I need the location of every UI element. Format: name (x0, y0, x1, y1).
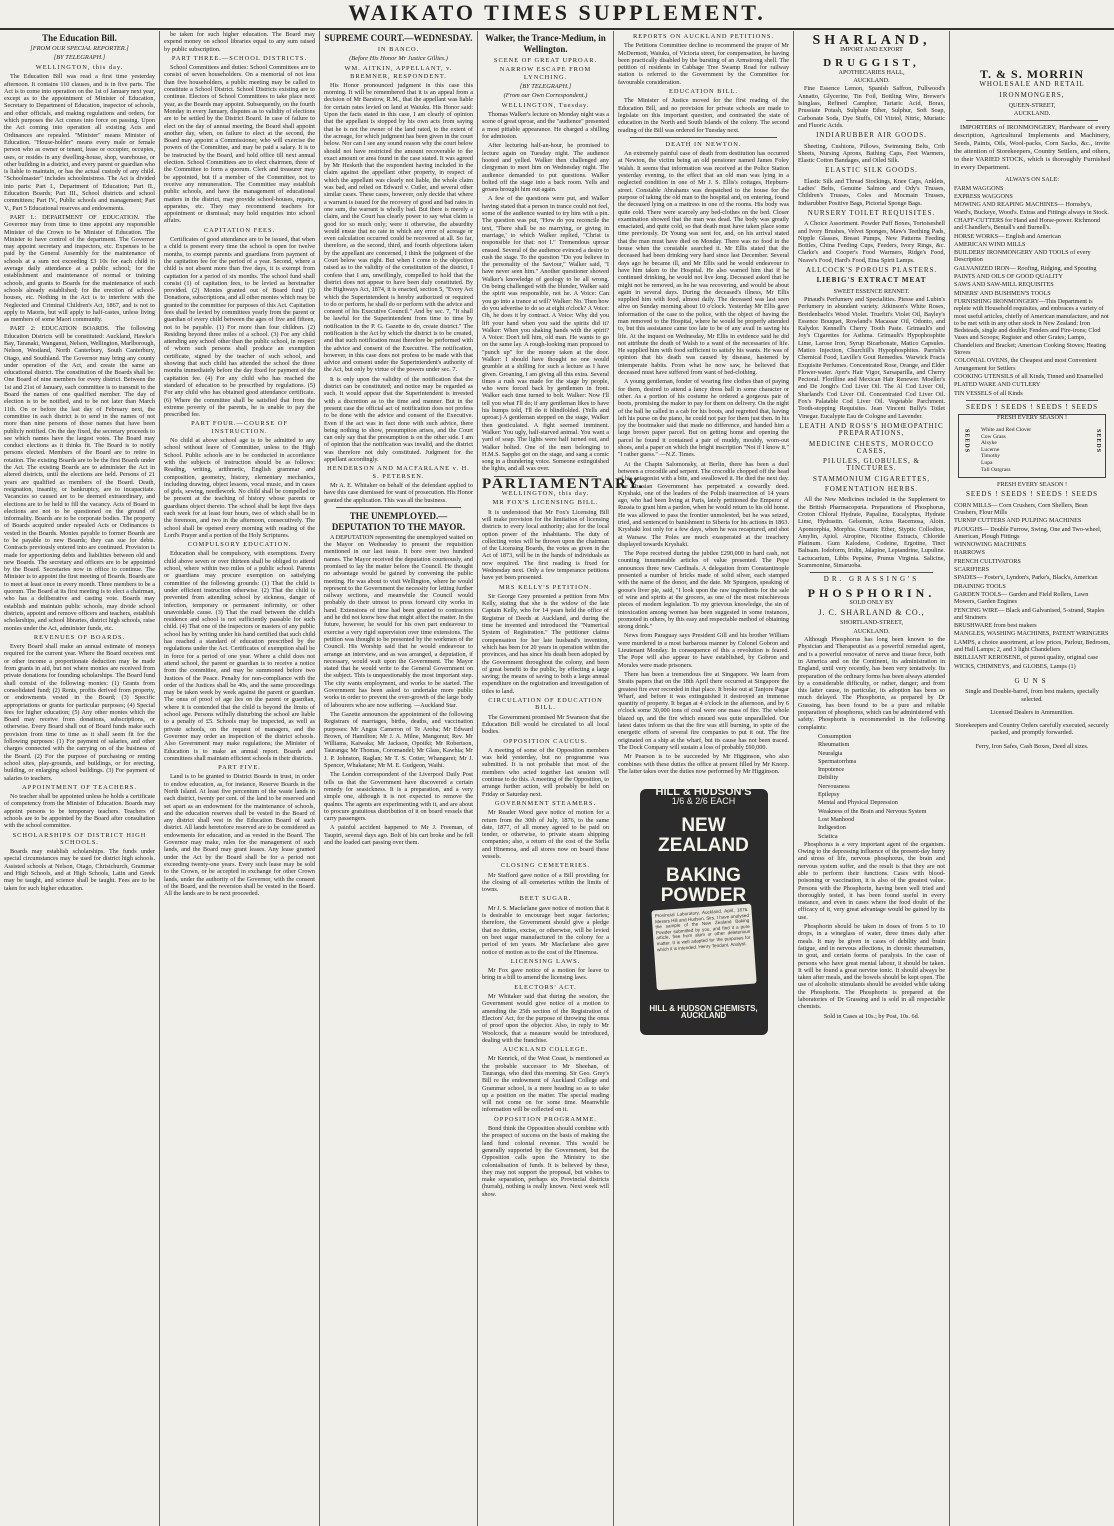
seeds-fresh-label: FRESH EVERY SEASON ! (996, 481, 1068, 489)
article-paragraph: No child at above school age is to be admitted to any school without leave of Committee, unless to the High School. Public schools are to be conducted in accordance with the subjects of instruction should be as follows: Reading, writing, arithmetic, English grammar and composition, geometry, history, elementary mechanics, including drawing, object lessons, vocal music, and in cases of girls, sewing, needlework. No child shall be compelled to be present at the teaching of history whose parents or guardians object thereto. The school shall be kept five days each week for at least four hours, two of which shall be in the forenoon, and two in the afternoon, consecutively. The school shall be opened every morning with reading of the Lord's Prayer and a portion of the Holy Scriptures. (164, 437, 315, 539)
ad-text: All the New Medicines included in the Supplement to the British Pharmacopœia. Preparations of Phosphorus, Croton Chloral Hydrate, Papaline, Eucalyptus, Hydrate Lime, Hydrastin. Gelsemin, Actea Racemosa, Aloin. Apomorphia, Morphia. Oxamic Ether, Styptic Collodion, Amylin, Apiol. Atropine, Nicotine Extracts, Chloride Platinum. Gum Kalodene, Codeine, Ergotine, Tinct Baltsam. Iodoform, Iridin, Jalapine, Leptandrine, Lupuline. Lactucarium, Libbs Pepsine, Prunus Virginia. Salicine, Scammonine, Simaruoba. (798, 496, 945, 569)
list-item: HARROWS (954, 549, 985, 557)
subheading: BEET SUGAR. (519, 895, 572, 903)
druggist-title: DRUGGIST, (823, 56, 920, 69)
ad-heading: PILULES, GLOBULES, & TINCTURES. (823, 457, 920, 473)
list-item: Lucerne (981, 446, 1000, 453)
subheading: PART THREE.—SCHOOL DISTRICTS. (171, 54, 308, 62)
article-paragraph: The Education Bill was read a first time yesterday afternoon. It contains 110 clauses, and is in five parts. The Act is to come into operation on the 1st of January next year, except as to the appointment of Minister of Education, Secretary to Department of Education, inspector of schools, and other officials, and making regulations and orders, for which purposes the Act comes into force on passing. Upon the Act coming into operation all existing Acts and Ordinances are repealed. "Minister" means Minister of Education. "House-holder" means every male or female person who as owner or tenant, lease or occupier, occupies, uses, or resides in any dwelling-house, shop, warehouse, or other building in a district, and every parent or guardian who is liable to maintain, or has the actual custody of any child. "Schoolmaster" includes schoolmistress. The Act is divided into parts: Part I., Department of Education; Part II., Education Boards; Part III., School districts and school committees; Part IV., Public schools and management; Part V., Part 5 Educational reserves and endowments. (4, 73, 155, 212)
list-item: DRAINING TOOLS (954, 582, 1006, 590)
ad-brand: HILL & HUDSON'S (655, 786, 752, 799)
subheading: (Before His Honor Mr Justice Gillies.) (349, 55, 448, 63)
case-caption: WM. AITKIN, APPELLANT, v. BREMNER, RESPONDENT. (344, 65, 453, 80)
ad-subline: Ferry, Iron Safes, Cash Boxes, Deed all sizes. (975, 742, 1089, 750)
article-paragraph: Certificates of good attendance are to be issued, that when a child is present every time the school is open for twelve months, to exempt parents and guardians from payment of the capitation fee for the period of a year. Second, where a child is not absent more than five days, it is exempt from capitation for a period of six months. The school fund shall consist (1) of capitation fees, to be levied as hereinafter provided. (2) Monies granted out of Board fund (3) Donations, subscriptions, and all other monies which may be granted to the committee for purposes of this Act. Capitation fees shall be levied by committees yearly from the parent or guardian of every child between the ages of five and fifteen, not to be payable. (1) For more than four children. (2) Residing beyond three miles of a school. (3) For any child attending any school other than the public school, in respect of whom such persons shall produce an exemption certificate, signed by the teacher of such school, and showing that such child has attended the school the three months immediately before the day fixed for payment of the capitation fee. (4) For any child who has reached the standard of education to be prescribed by regulations. (5) For any child who has obtained good attendance certificate. (6) Where the committee shall be satisfied that from the extreme poverty of the parents, he is unable to pay the prescribed fee. (164, 236, 315, 419)
article-paragraph: PART I.: DEPARTMENT OF EDUCATION. The Governor may from time to time appoint any responsible Minister of the Crown to be Minister of Education. The Minister to have control of the department. The Governor may appoint secretary and inspectors, etc. Expenses to be paid by the General Assembly for the maintenance of schools at a sum not exceeding £3 10s for each child in average daily attendance at a public school; for the establishment and maintenance of normal or training schools, and grants to Boards for the maintenance of such schools already established; for the erection of school-houses, etc. Nothing in the Act is to interfere with the Neglected and Criminal Children's Act, 1867, and is not to apply to Maoris, but will apply to half-castes, unless living as members of some Maori community. (4, 213, 155, 324)
column-7 (950, 31, 1114, 1526)
list-item: Cow Grass (981, 433, 1006, 440)
ad-heading: NURSERY TOILET REQUISITES. (807, 208, 936, 217)
ad-subline: SOLD ONLY BY (849, 598, 894, 606)
list-item: GALVANIZED IRON— Roofing, Ridging, and Spouting (954, 264, 1097, 272)
ad-subline: SWEET ESSENCE RENNET. (833, 287, 910, 295)
list-item: EXPRESS WAGGONS (954, 193, 1013, 201)
column-3 (320, 31, 478, 1526)
article-paragraph: The London correspondent of the Liverpool Daily Post tells us that the Government have discovered a certain remedy for seasickness. It is a preparation, and a very simple one, although it is not expected to remove the qualms. The agents are experimenting with it, and are about to procure gratuitous distribution of it on board vessels that carry passengers. (324, 771, 473, 823)
list-item: CORN MILLS— Corn Crushers, Corn Shellers, Bean Crushers, Flour Mills (954, 501, 1088, 516)
list-item: Epilepsy (818, 791, 840, 799)
list-item: WINNOWING MACHINES (954, 541, 1027, 549)
list-item: Mental and Physical Depression (818, 799, 898, 807)
ad-heading: LIEBIG'S EXTRACT MEAT (816, 276, 927, 285)
divider (336, 507, 461, 508)
subheading: IN BANCO. (377, 46, 420, 53)
complaint-list (798, 733, 945, 840)
article-paragraph: Boards may establish scholarships. The funds under special circumstances may be used for district high schools. Assisted schools at Nelson, Otago, Christchurch, Grammar and High Schools, and at High Schools, Latin and Greek may be taught, and science shall be taught. Fees are to be taken for such higher education. (4, 848, 155, 892)
article-paragraph: Bond think the Opposition should combine with the prospect of success on the basis of making the land fund colonial revenue. This would be generally supported by the Government, but the Opposition calls upon the Ministry to the colonialisation of funds. It is believed by these, they may not support the proposal, but wishes to make separation, perhaps six Provincial districts (hurrah), nothing is really known. Next week will show. (482, 1125, 609, 1198)
subheading: REVENUES OF BOARDS. (33, 633, 126, 641)
subheading: OPPOSITION CAUCUS. (503, 737, 588, 745)
ad-heading: WHOLESALE AND RETAIL (979, 80, 1085, 89)
article-paragraph: PART 2: EDUCATION BOARDS. The following Education Districts will be constituted: Auckland, Hawke's Bay, Taranaki, Wanganui, Nelson, Wellington, Marlborough, Nelson, Westland, North Canterbury, South Canterbury, Otago, and Southland. The Governor may bring any county under operation of the Act, and create the same an educational district. The constitution of the Boards shall be: One Board of nine members for every district. Between the 1st and 21st of January, each committee is to transmit to the Board the names of one qualified member. The day of election is to be notified, and to be not later than March 11th. On or before the last day of February next, the committee in each district is to send in the names of not more than nine persons of those names that have been publicly notified. On the day fixed, the secretary proceeds to see which names have the largest votes. The Board may conduct elections as it thinks fit. The Board is to notify persons elected. Members of the Board are to retire in rotation. The existing Boards are to be the first Boards under the Act. The existing Boards are to administer the Act in altered districts, until the elections are held. Persons of 21 years are qualified as members of the Board. Death, resignation, insanity, or bankruptcy, are to incapacitate. Vacancies so caused are to be deemed extraordinary, and elections are to be held to fill the vacancy. Acts of Board in elections are not to be questioned on the ground of informality. Boards are to be corporate bodies. The property of Boards acquired under repealed Acts or Ordinances is vested in the Boards. Monies payable to former Boards are to be payable to new Boards; they can sue for debts. Contracts previously entered into are continued. Provision is made for apportioning debts and liabilities between old and new Boards. The secretary and officers are to be appointed by the Board. Secretaries now in office to continue. The Minister is to appoint the first meeting of Boards. Boards are to meet at least once in every month. Three members to be a quorum. The Board at its first meeting is to elect a chairman, who has a deliberative and casting vote. Boards may establish and maintain public schools, may divide school districts, appoint and remove officers and teachers, establish scholarships, and school libraries, district high schools, raise monies under the Act, administer funds, etc. (4, 325, 155, 632)
subheading: CLOSING CEMETERIES. (500, 862, 591, 870)
article-paragraph: A meeting of some of the Opposition members was held yesterday, but no programme was submitted. It is not probable that most of the members who acted together last session will continue to do this. A meeting of the Opposition, to arrange further action, will probably be held on Friday or Saturday next. (482, 746, 610, 798)
list-item: Sciatica (818, 832, 838, 840)
list-item: MANGLES, WASHING MACHINES, PATENT WRINGERS (954, 630, 1109, 638)
subheading: GOVERNMENT STEAMERS. (494, 799, 597, 807)
death-heading: DEATH IN NEWTON. (665, 140, 742, 148)
column-4 (478, 31, 645, 1526)
divider (966, 400, 1098, 401)
article-paragraph: An extremely painful case of death from destitution has occurred at Newton, the victim being an old pensioner named James Foley Walsh. It seems that information was received at the Police Station yesterday evening, to the effect that an old man was lying in a neglected condition in one of Mr J. S. Ellis's cottages, Hepburn-street. Constable Abrahams was despatched to the house for the purpose of taking the old man to the hospital and, on entering, found the deceased lying on a mattress in one of the rooms. His body was quite cold. There were scarcely any bed-clothes on the bed. Closer examination showed that the man was dead. The body was greatly emaciated, and quite cold, so that death must have taken place some time previously. Dr Young was sent for, and, on his arrival stated that the man must have died on Monday. There was no food in the house when the constable searched it. Mr Ellis stated that the deceased had been drinking very hard since last December. Several days ago he became ill, and Mr Ellis said he would endeavour to have him taken to the Hospital. He also warned him that if he continued drinking, he would not live long. Deceased asked that he might not be removed, as he he was recovering, and would be about again in several days. During the deceased's illness, Mr Ellis supplied him with food, almost daily. The deceased was last seen alive on Sunday morning about 10 o'clock. Yesterday Mr Ellis gave information of the case to the police, with the object of having the man removed to the Hospital, where he would be properly attended to, but this assistance came too late to be of any avail in saving his life. At the inquest on Wednesday, Mr Ellis in evidence said he did not attribute the death of Walsh to a want of the necessaries of life. He supplied him with food sufficient to satisfy his wants. He was of opinion that his death was caused by disease, hastened by intemperate habits. From what he now saw, he believed that deceased must have suffered from want of bed-clothing. (618, 150, 789, 377)
product-list (954, 502, 1110, 670)
list-item: WICKS, CHIMNEYS, and GLOBES, Lamps (1) (954, 662, 1076, 670)
ad-subline: AUCKLAND. (1013, 110, 1051, 118)
guns-heading: GUNS (1014, 676, 1050, 685)
petitions-heading: REPORTS ON AUCKLAND PETITIONS. (632, 33, 775, 40)
seeds-vertical-label: SEEDS (1095, 429, 1101, 454)
list-item: Indigestion (818, 824, 846, 832)
ad-subline: Licensed Dealers in Ammunition. (990, 708, 1074, 716)
list-item: Neuralgia (818, 749, 843, 757)
subheading: SCENE OF GREAT UPROAR. (493, 57, 598, 64)
article-paragraph: Land is to be granted to District Boards in trust, in order to endow education, as, for instance, Reserve Boards in the North Island. At least five percentum of the waste lands in each district, twenty per cent. of the land to be reserved and set apart as an endowment for the maintenance of schools, and the education reserves shall be vested in the Board of any district shall vest in the Education Board of such district. All lands heretofore reserved are to be considered as endowments for education, and as vested in the Board. The Governor may make, rules for the management of such lands, and the Board may grant leases. Any lease granted under the Act by the Board shall be for a period not exceeding twenty-one years. Every such lease may be sold to the Crown, or be accepted in exchange for other Crown lands, under the authority of the Governor, with the consent of the Board, and the reversion shall be vested in the Board. All the lands are to be next proceeded. (164, 773, 315, 898)
list-item: Lupa (981, 460, 993, 467)
list-item: Rheumatism (818, 741, 850, 749)
ad-subline: IMPORT AND EXPORT (840, 46, 903, 54)
ad-heading: STAMMONIUM CIGARETTES, (812, 474, 931, 483)
phosphorin-title: PHOSPHORIN. (807, 585, 936, 600)
telegraph-line: [BY TELEGRAPH.] (519, 82, 572, 90)
article-paragraph: Mr A. E. Whitaker on behalf of the defendant applied to have this case dismissed for want of prosecution. His Honor granted the application. This was all the business. (324, 481, 473, 504)
list-item: BRILLIANT KEROSENE, of purest quality, original case (954, 654, 1099, 662)
article-paragraph: Mr Whitaker said that during the session, the Government would give notice of a motion to amending the 25th section of the Registration of Electors' Act, for the purpose of throwing the onus of proof upon the objector. Also, in reply to Mr Woolcock, that a measure would be introduced, dealing with the franchise. (482, 993, 609, 1044)
seed-list (981, 427, 1083, 473)
ad-heading: ELASTIC SILK GOODS. (825, 166, 918, 175)
ad-text: Phosphorin should be taken in doses of from 5 to 10 drops, in a wineglass of water, three times daily after meals. It may be given in cases of debility and brain fatigue, and in nervous affections, in chronic rheumatism, in gout, and certain forms of paralysis. In the case of persons who have great mental labour, it should be taken. It will be found a great nervine tonic. It should always be taken after meals, and the bowels should be kept open. The use of alcoholic stimulants should be avoided while taking the Phosphorin. The Phosphorin is prepared at the laboratories of Dr Grassing and is sold in all respectable chemists. (798, 923, 945, 1011)
columns (0, 31, 1114, 1526)
article-paragraph: It is only upon the validity of the notification that the district can be constituted; and notice may be regarded as such. It would appear that the Superintendent is invested with a discretion as to the time and manner. But in the present case the official act of notification does not profess to be done with the advice and consent of the Executive. Even if the act was in fact done with such advice, there being nothing to show, presumption arises, and the Court can only say that the presumption is on the other side. I am of opinion that the notification was invalid, and the district was therefore not duly constituted. Judgment for the appellant accordingly. (324, 375, 473, 464)
list-item: SPADES— Foster's, Lyndon's, Parke's, Black's, American (954, 574, 1098, 582)
divider (810, 572, 933, 573)
parliamentary-heading: PARLIAMENTARY. (482, 475, 645, 492)
telegraph-line: [BY TELEGRAPH.] (53, 54, 106, 61)
column-5 (614, 31, 794, 1526)
ad-heading: INDIARUBBER AIR GOODS. (816, 131, 927, 140)
education-bill-heading: The Education Bill. (42, 33, 117, 43)
article-paragraph: The Gazette announces the appointment of the following Registrars of marriages, births, deaths, and vaccination purposes: Mr Angus Cameron of Te Aroha; Mr Edward Brown, of Hamilton; Mr J. A. Milne, Mangonui; Rev. Mr Williams, Kaiwaka; Mr Jackson, Opotiki; Mr Robertson, Tauranga; Mr Thomas, Coromandel; Mr Glass, Kawhia; Mr J. P. Johnston, Raglan; Mr T. S. Cotter, Whangarei; Mr J. Spencer, Whakatane; Mr M. E. Gudgeon, Waihi. (324, 710, 473, 770)
article-paragraph: His Honor pronounced judgment in this case this morning. It will be remembered that it is an appeal from a decision of Mr Barstow, R.M., that the appellant was liable for certain rates levied on land at Waiuku. His Honor said: Upon the facts stated in this case, I am clearly of opinion that the appellant is stopped by his own acts from saying that he is not the owner of the land rated, to the extent of the acreage, for which judgment has been given in the court below. Nor can I see any sound reason why the court below should not have restricted the amount recoverable to the exact amount or area found in the case stated. It was agreed by Mr Hesketh that the respondent having included in the claim against the appellant other property, in respect of which the appellant was clearly not liable, the whole claim was bad, and relied on Edward v. Cutler, and several other similar cases. These cases, however, only decide that where a warrant is issued for the recovery of good and bad rates in one sum, the warrant is wholly bad. But there is merely a claim, and the Court has clearly power to say what claim is good for so much only; were it otherwise, the absurdity would ensue that no rate in which any error of acreage or even calculation occurred could be recovered at all. So far, therefore, as the second, third, and fourth objections taken by the appellant are concerned, I think the judgment of the Court below was right. But when I come to the objection raised as to the validity of the constitution of the district, I confess that I am, unwillingly, compelled to hold that the district does not appear to have been duly constituted. By the Highways Act, 1874, it is enacted, section 5, "Every Act which the Superintendent is hereby authorized or required to do or perform, he shall do or perform with the advice and consent of his Executive Council." And by sec. 7, "It shall be lawful for the Superintendent from time to time by notification in the P. G. Gazette to do, create district." The notification is the Act by which the district is to be created, and that such notification must therefore be performed with the advice and consent of the Executive. The notification, however, in this case does not profess to be made with that advice and consent under the Superintendent's authority of the Act, but only by virtue of the powers under sec. 7. (324, 81, 473, 374)
seeds-heading: SEEDS ! SEEDS ! SEEDS ! SEEDS (965, 490, 1099, 499)
list-item: Tall Oatgrass (981, 466, 1011, 473)
list-item: BUILDERS' IRONMONGERY AND TOOLS of every Description (954, 249, 1091, 264)
list-item: Debility (818, 774, 839, 782)
ad-text: Pinaud's Perfumery and Specialities. Piesse and Lubin's Perfumery in abundant variety. Atkinson's White Roses, Breidenbach's Wood Violet. Truefitt's Violet Oil, Bayley's Essence Bouquet, Rowland's Macassar Oil, Odonto, and Kalydor. Kennell's Cherry Tooth Paste. Grimault's and Joy's Cigarettes for Asthma. Grimault's Hypophosphite Lime, Larose Iron, Syrup Bicarbonate, Matico Capsules. Matico Injection, Churchill's Hypophosphites. Parrish's Chemical Food, Laville's Gout Remedies. Warwick Fracis Exquisite Perfumes. Concentrated Rose, Orange, and Elder Flower-water. Ayer's Hair Vigor, Sarsaparilla, and Cherry Pectoral. Florilline and Mexican Hair Renewer. Moeller's and De Jongh's Cod Liver Oil. The Al Cod Liver Oil, Sharland's Cod Liver Oil. Concentrated Cod Liver Oil. Fox's Palatable Cod Liver Oil. Vegetable Parchment. Tooth-stopping Requisites. Jean Vincent Bully's Toilet Vinegar. Eucalypte Eau de Cologne and Lavender. (798, 295, 945, 420)
list-item: COOKING UTENSILS of all Kinds, Tinned and Enamelled (954, 372, 1103, 380)
article-paragraph: Mr Pearson is to be succeeded by Mr Higginson, who also combines with these duties the office at present filled by Mr Knorp. The latter takes over the duties now performed by Mr Higginson. (618, 753, 789, 775)
subheading: LICENSING LAWS. (510, 957, 581, 965)
subheading: APPOINTMENT OF TEACHERS. (22, 783, 137, 791)
subheading: ELECTORS' ACT. (514, 983, 577, 991)
list-item: PLOUGHS— Double Furrow, Swing, One and Two-wheel, American, Plough Fittings (954, 525, 1102, 540)
list-item: COLONIAL OVENS, the Cheapest and most Convenient Arrangement for Settlers (954, 357, 1097, 372)
ad-heading: J. C. SHARLAND & CO., (818, 608, 925, 618)
list-item: Spermatorrhœa (818, 757, 857, 765)
list-item: Impotence (818, 766, 845, 774)
dateline: WELLINGTON, this day. (35, 64, 124, 71)
article-paragraph: It is understood that Mr Fox's Licensing Bill will make provision for the limitation of licensing districts to every local authority; also for the local option power of the inhabitants. The duty of collecting votes will be thrown upon the chairman of the Licensing Boards, the votes as given in the Act of 1873, will be in the hands of individuals as now required. The first reading is fixed for Wednesday next. Only a few temperance petitions have yet been presented. (482, 508, 609, 582)
article-paragraph: A painful accident happened to Mr J. Freeman, of Taupiri, several days ago. Bolt of his cart broke and he fell and the loaded cart passing over them. (324, 824, 473, 846)
list-item: SAWS AND SAW-MILL REQUISITES (954, 281, 1054, 289)
seeds-box (958, 414, 1106, 478)
ad-testimonial: Provincial Laboratory, Auckland, April, 1876. Messrs Hill and Hudson. Sirs, I have analysed the sample of the New Zealand Baking Powder submitted by you, and find it a pure article, free from alum or other deleterious matter. It is well adapted for the purposes for which it is intended. Henry Tendant, Analyst. (651, 904, 756, 991)
ad-subline: SHORTLAND-STREET, (840, 619, 903, 627)
ad-heading: MEDICINE CHESTS, MOROCCO CASES, (809, 439, 934, 455)
article-paragraph: The Government promised Mr Swanson that the Education Bill would be circulated to all local bodies. (482, 713, 609, 736)
price-line: Sold in Cases at 10s.; by Post, 10s. 6d. (823, 1012, 920, 1020)
ad-subline: QUEEN-STREET, (1008, 101, 1056, 109)
sharland-title: SHARLAND, (812, 33, 931, 48)
ad-text: Elastic Silk and Thread Stockings, Knee Caps, Anklets, Ladies' Belts, Genuine Salmon and Ody's Trusses, Children's Trusses, Coles and Mocmain Trusses, Indiarubber Positive Bags, Pictorial Sponge Bags. (798, 177, 945, 207)
ad-text: Fine Essence Lemon, Spanish Saffron, Fullwood's Annatto, Glycerine, Tin Foil, Bottling Wire, Brewer's Isinglass, Refined Camphor, Tartaric Acid, Borax, Prussiate Potash, Sulphate Ether, Sulphur, Soft Soap, Carbonate Soda, Dye Stuffs, Oil Vitriol, Nitric, Muriatic and Fluoric Acids. (798, 85, 945, 129)
baking-powder-advert (640, 786, 768, 1035)
list-item: BRUSHWARE from best makers (954, 622, 1037, 630)
list-item: GARDEN TOOLS— Garden and Field Rollers, Lawn Mowers, Garden Engines (954, 590, 1089, 606)
article-paragraph: The Minister of Justice moved for the first reading of the Education Bill, and no provision for private schools are made to legislate on this important question, and contrasted the state of education in the North and South Islands of the colony. The second reading of the Bill was ordered for Tuesday next. (618, 97, 789, 134)
column-1 (0, 31, 160, 1526)
seeds-heading: SEEDS ! SEEDS ! SEEDS ! SEEDS (965, 402, 1099, 411)
supreme-court-heading: SUPREME COURT.—WEDNESDAY. (324, 33, 473, 43)
list-item: SCARIFIERS (954, 566, 990, 574)
subheading: COMPULSORY EDUCATION. (187, 541, 292, 549)
article-paragraph: The Petitions Committee decline to recommend the prayer of Mr McDermott, Waiuku, of Victoria street, for compensation, he having been practically disabled by the bursting of an Armstrong shell. The petition of residents in Cabbage Tree Swamp Road for railway station is referred to the Government by the Committee for favourable consideration. (618, 42, 789, 86)
ad-product-line1: NEW ZEALAND (658, 814, 749, 856)
ad-heading: DR. GRASSING'S (823, 575, 920, 584)
subheading: CIRCULATION OF EDUCATION BILL. (488, 697, 603, 712)
subheading: OPPOSITION PROGRAMME. (494, 1115, 597, 1123)
list-item: FENCING WIRE— Black and Galvanised, 5-strand, Staples and Strainers (954, 606, 1105, 621)
article-paragraph: News from Paraguay says President Gill and his brother William were murdered in a most barbarous manner by Colonel Gobron and Lieutenant Monday. In consequence of this a revolution is feared. The Pope will also appear to have established, by Gobron and Morales were made prisoners. (618, 632, 789, 669)
ad-heading: LEATH AND ROSS'S HOMŒOPATHIC PREPARATIONS, (799, 421, 944, 438)
article-paragraph: Sir George Grey presented a petition from Mrs Kelly, stating that she is the widow of the late Captain Kelly, who for 14 years held the office of Registrar of Deeds at Auckland, and during the time he invented and introduced the "Numerical System of Registration." The petitioner claims compensation for her late husband's invention, which has been for 20 years in operation within the provinces, and has since his death been adopted by the Government throughout the colony, and been of great benefit to the public, by effecting a large saving; the means of saving to both a large annual expenditure on the registration and investigation of titles to land. (482, 592, 609, 695)
article-paragraph: Education shall be compulsory, with exemptions. Every child above seven or over thirteen shall be obliged to attend school, where within two miles of a public school. Parents or guardians may procure exemption on satisfying committee of the following grounds: (1) That the child is under efficient instruction otherwise. (2) That the child is prevented from attending school by sickness, danger of infection, temporary or permanent infirmity, or other unavoidable cause. (3) That the road between the child's residence and school is not sufficiently passable for such child. (4) That one of the inspectors or masters of any public school has by writing under his hand certified that such child has reached a standard of education prescribed by the regulations under the Act. Certificates of exemption shall be in force for a period of one year. Where a child does not attend school, the parent or guardian is to receive a notice from the committee, and may be summoned before two Justices of the Peace. Penalty for non-compliance with the order of the Justices shall be 40s, and the same proceedings may be taken week by week against the parent or guardian. The onus of proof of age lies on the parent or guardian, where it is contended that the child is beyond the limits of school age. Persons wilfully disturbing the school are liable to a penalty of £5. Schools may be inspected, as well as private schools, on the request of managers, and the Governor may order an inspection of the district schools. Also Government may make regulations; the Minister of Education is to make an annual report. Boards and committees shall maintain efficient schools in their districts. (164, 550, 315, 762)
list-item: Weakness of the Brain and Nervous System (818, 807, 927, 815)
divider (630, 137, 777, 138)
ad-subline: Storekeepers and Country Orders carefully executed, securely packed, and promptly forwarded. (955, 722, 1109, 737)
article-paragraph: No teacher shall be appointed unless he holds a certificate of competency from the Minister of Education. Boards may appoint persons to be temporary teachers. Teachers of schools are to be appointed by the Board after consultation with the school committee. (4, 793, 155, 830)
list-item: Nervousness (818, 782, 850, 790)
case-caption: HENDERSON AND MACFARLANE v. H. S. PETERSEN. (327, 465, 470, 480)
subheading: PART FOUR.—COURSE OF INSTRUCTION. (191, 420, 288, 435)
article-paragraph: After lecturing half-an-hour, he promised to lecture again on Tuesday night. The audience hooted and yelled. Walker then challenged any clergyman to meet him on Wednesday night. The audience demanded to put questions. Walker bolted off the stage into a back room. Yells and groans brought him out again. (482, 142, 609, 194)
list-item: MOWING AND REAPING MACHINES— Hornsby's, Ward's, Buckeye, Wood's. Extras and Fittings always in Stock. (954, 201, 1109, 216)
list-item: PLATED WARE AND CUTLERY (954, 381, 1041, 389)
article-paragraph: The Pope received during the jubilee £290,000 in hard cash, not counting innumerable articles of value presented. The Pope announces three new Cardinals. A delegation from Constantinople presented a number of bricks made of solid silver, each stamped with the name of the donor, and the date. Mr Spurgeon, speaking of goose's liver pie, said, "I look upon the raw ingredients for the sale of wine and spirits at the grocers, as one of the most mischievous pieces of modern legislation. To my grievous knowledge, the sin of intoxication among women has been suggested in some instances, promoted in others, by this easy and respectable method of obtaining strong drink." (618, 550, 789, 631)
morrin-title: T. & S. MORRIN (979, 67, 1085, 81)
list-item: TURNIP CUTTERS AND PULPING MACHINES (954, 517, 1082, 525)
subheading: MR FOX'S LICENSING BILL. (492, 499, 599, 507)
article-paragraph: A young gentleman, fonder of wearing fine clothes than of paying for them, desired to attend a fancy dress ball in some character or other. As a portion of his costume he ordered a gorgeous pair of boots, promising the maker to pay for them on delivery. On the night of the ball he called in a cab for his boots, and regretted that, having left his purse on the piano, he could not pay for them just then. In his joy the bootmaker said that made no difference, and handed him a large brown paper parcel. But on getting home and opening the parcel he found it contained a pair of muddy, mouldy, worn-out shoes, and a paper on which the bright inscription "Not if I know it." "I rather guess." —N.Z. Times. (618, 378, 789, 459)
reporter-line: [FROM OUR SPECIAL REPORTER.] (30, 45, 129, 52)
subheading: SCHOLARSHIPS OF DISTRICT HIGH SCHOOLS. (12, 831, 147, 846)
subheading: PART FIVE. (218, 764, 261, 772)
article-paragraph: Thomas Walker's lecture on Monday night was a scene of great uproar, and the "audience" presented a most pitiable appearance. He charged a shilling for admission. (482, 111, 609, 141)
ad-subline: AUCKLAND. (853, 627, 890, 635)
article-paragraph: be taken for such higher education. The Board may expend money on school libraries equal to any sum raised by public subscription. (164, 31, 315, 53)
masthead: WAIKATO TIMES SUPPLEMENT. (348, 0, 766, 25)
list-item: Consumption (818, 732, 852, 740)
unemployed-heading: THE UNEMPLOYED.—DEPUTATION TO THE MAYOR. (331, 510, 466, 532)
list-item: Lost Manhood (818, 815, 855, 823)
ad-heading: ALLCOCK'S POROUS PLASTERS. (805, 266, 938, 275)
correspondent-line: (From our Own Correspondent.) (503, 91, 588, 99)
ad-text: Phosphorus is a very important agent of the organism. Owing to the depressing influence of the present-day hurry and stress of life, nervous phosphorus, the brain and nervous system suffer, and the result is that they are not able to perform their functions. Cases with blood-poisoning or vaccination, it is also of the greatest value. Persons with the Phosphorin, having been well tried and thoroughly tested, it has been found useful in every instance, and even in cases where the food doubt of the efficacy of it, very great advantage would be gained by its use. (798, 840, 945, 921)
seeds-fresh-label: FRESH EVERY SEASON ! (996, 414, 1068, 422)
list-item: TIN VESSELS of all Kinds (954, 389, 1023, 397)
list-item: LAMPS, a choice assortment, at low prices, Parlour, Bedroom, and Hall Lamps; 2, and 3 light Chandeliers (954, 638, 1110, 654)
article-paragraph: A DEPUTATION representing the unemployed waited on the Mayor on Wednesday to present the requisition mentioned in our last issue. It bore over two hundred names. The Mayor received the deputation courteously, and promised to lay the matter before the Council. He thought no advantage would be gained by convening the public meeting. He was about to visit Wellington, where he would represent to the Government the necessity for letting further railway sections, and meanwhile the Council would probably do their utmost to press forward city works in hand. Extensions of time had been granted to contractors and he did not know how that might affect the matter. In the future, however, he would for his own part endeavour to exercise a very rigid supervision over time extensions. The petition was thought to be presented by the workmen of the Council. His Worship said that he would endeavour to arrange an interview, and as was arranged, a deputation, if necessary, would wait upon the Government. The Mayor stated that he would write to the General Government on the subject. This is unquestionably the most important step. The city wants employment, and works to be started. The Government has been asked to undertake more public works in order to prevent the over-growth of the large body of labourers who are now suffering. —Auckland Star. (324, 533, 473, 709)
article-paragraph: Every Board shall make an annual estimate of moneys required for the current year. Where the Board receives rent or other income a proportionate deduction may be made from grants in aid, but not where monies are received from private donations for founding scholarships. The Board fund shall consist of the following monies: (1) Grants from consolidated fund; (2) Rents, profits derived from property, or endowments vested in the Board; (3) Specific appropriations or grants for particular purposes; (4) Special fees for higher education; (5) Any other monies which the Board may receive from donations, subscriptions, or otherwise. Every Board shall out of Board funds make such provision from time to time as it shall seem fit for the following purposes: (1) For payment of salaries, and other charges connected with the carrying on of the business of the Board. (2) For the purpose of purchasing or renting school sites, play-grounds, and buildings, or for erecting, building, or enlarging school buildings. (3) For payment of salaries to teachers. (4, 643, 155, 782)
seeds-vertical-label: SEEDS (963, 429, 970, 454)
list-item: AMERICAN WIND MILLS (954, 240, 1026, 248)
article-paragraph: School Committees and duties: School Committees are to consist of seven householders. On a memorial of not less than five householders, a public meeting may be called to constitute a School District. School Districts existing are to continue. Electors of School Committees to take place next year, as the Boards may appoint. Subsequently, on the fourth Monday in every January, disputes as to validity of elections are to be settled by the District Board. In case of failure to elect on the day of annual meeting, the Board shall appoint another day, when, on failure to elect at the second, the Board may appoint a Commissioner, who will exercise the powers of the Committee, and may be paid a salary. It is to be instructed by the Board, and hold office till next annual election. School Committees are to elect chairmen, three of the Committee to form a quorum. Clerk and treasurer may be appointed, but if a member of the Committee, not to receive any remuneration. The Committee may establish public schools, and have the management of educational matters in the district, may provide school-houses, repairs, apparatus, etc. They may recommend teachers for appointment or dismissal; may hold enquiries into school affairs. (164, 64, 315, 225)
article-paragraph: Mr Reader Wood gave notice of motion for a return from the 30th of July, 1876, to the same date, 1877, of all money agreed to be paid on tender, or otherwise, to private steam shipping companies; also, a return of the cost of the Stella and Hinemoa, and all stores now on board these vessels. (482, 809, 609, 860)
ad-subline: APOTHECARIES HALL, (838, 68, 905, 76)
ad-price: 1/6 & 2/6 EACH (671, 796, 736, 807)
ad-subline: ALWAYS ON SALE: (1005, 176, 1059, 184)
ad-text: A Choice Assortment. Powder Puff Boxes, Tortoiseshell and Ivory Brushes, Velvet Sponges, Maw's Teething Pads, Nipple Glasses, Breast Pumps, New Patterns Feeding Bottles, China Feeding Cups, Feeders, Ivory Rings, &c. Clarke's and Cooper's Food Warmers, Ridge's Food, Neave's Food, Hard's Food, Etna Spirit Lamps. (798, 220, 945, 264)
dateline: WELLINGTON, Tuesday. (501, 101, 590, 109)
ad-footer: HILL & HUDSON CHEMISTS, AUCKLAND (649, 1003, 758, 1020)
product-list (954, 185, 1110, 397)
ad-product-line2: BAKING POWDER (660, 864, 747, 906)
list-item: FURNISHING IRONMONGERY—This Department is replete with Household requisites, and embraces a variety of most useful articles, chiefly of American manufacture, and not to be met with in any other stock in New Zealand: Iron Bedsteads, single and double; Fenders and Fire-irons; Clod Vases and Scoops; Register and other Grates; Lamps, Chandeliers and Bracket; American Cooking Stoves; Heating Stoves (954, 297, 1109, 357)
column-6 (794, 31, 950, 1526)
walker-heading: Walker, the Trance-Medium, in Wellington. (485, 33, 606, 54)
list-item: Alsyke (981, 440, 997, 447)
article-paragraph: Mr J. S. Macfarlane gave notice of motion that it is desirable to encourage beet sugar factories; therefore, the Government should give a pledge that no duties, excise, or otherwise, will be levied on beet sugar manufactured in the colony for a period of ten years. Mr Macfarlane also gave notice of motion as to the cost of the Hinemoa. (482, 904, 609, 956)
list-item: CHAFF-CUTTERS for Hand and Horse-power. Richmond and Chandler's, Bentall's and Burnell's. (954, 216, 1101, 232)
article-paragraph: Mr Kenrick, of the West Coast, is mentioned as the probable successor to Mr Sheehan, of Tauranga, who died this morning. Sir Geo. Grey's Bill re the endowment of Auckland College and Grammar school, is a mere heading so as to take up a position on the matter. The special reading will not come on for some time. Meanwhile information will be collected on it. (482, 1055, 609, 1114)
ad-text: IMPORTERS of IRONMONGERY, Hardware of every description, Agricultural Implements and Machinery, Seeds, Paints, Oils, Wool-packs, Corn Sacks, &c., invite the attention of Storekeepers, Country Settlers, and others, to their VARIED STOCK, which is thoroughly Furnished in every Department. (954, 124, 1110, 172)
masthead-rule (0, 28, 1114, 30)
divider (966, 120, 1098, 121)
list-item: Timothy (981, 453, 1001, 460)
ad-subline: AUCKLAND. (853, 77, 890, 85)
column-2 (160, 31, 320, 1526)
ad-heading: FOMENTATION HERBS. (824, 485, 919, 494)
subheading: EDUCATION BILL. (669, 88, 738, 96)
article-paragraph: A few of the questions were put, and Walker having stated that a person in trance could not feel, some of the audience wanted to try him with a pin. The question was put, "How do you reconcile the text, 'There shall be no marrying, or giving in marriage,' to which Walker replied, "Christ is responsible for that: not I." Tremendous uproar ensued. Several of the audience evinced a desire to rush the stage. To the question "Do you believe in the personality of the Saviour," Walker said, "I have never seen him." Another questioner showed Walker's knowledge of geology to be all wrong. On being challenged with the blunder, Walker said the spirit was responsible, not he. A Voice: Can you go into a trance at will? Walker: No. Then how do you advertise to do so at eight o'clock? A Voice: Oh, he does it by contract. A Voice: Why did you lift your hand when you said the spirits did it? Walker: When you shaking hands with the spirit? A Voice: Don't tell him, old man. He wants to go on the same lay. A rough-looking man proposed to "punch up" for the money taken at the door. Walker: I should have thought no one would grumble at a shilling for such a lecture as I have given. Groaning, I am giving all this extra. Several times a rush was made for the stage by people, who were forced back by gentlemen in front. Walker each time turned to bolt. Walker: Now I'll tell you what I'll do; if any gentleman likes to have his bumps told, I'll do it blindfolded. (Yells and uproar.) A gentleman stepped on the stage, Walker then gesticulated. A fight seemed imminent. Walker: You ugly, half-starved animal. You want a yard of soap. The lights were half turned out, and Walker bolted. One of the men belonging to H.M.S. Sappho got on the stage, and sang a comic song in a thundering voice. Someone extinguished the lights, and all was over. (482, 195, 609, 473)
subheading: MRS KELLY'S PETITION. (498, 583, 593, 591)
list-item: FARM WAGGONS (954, 184, 1004, 192)
list-item: FRENCH CULTIVATORS (954, 557, 1021, 565)
ad-text: Although Phosphorus has long been known to the Physician and Therapeutist as a powerful remedial agent, and is a powerful renovator of nerve and tissue force, both in America and on the Continent, its administration in England, until very recently, has been very tentatively. Its preparation of the ordinary forms has been always attended by a considerable difficulty, or rather, danger; and from this latter cause, in particular, its adoption has been so much delayed. The Phosphorin, as prepared by Dr Grassing, has been found to be a pure and reliable preparation of phosphorus, which can be administered with safety. Phosphorin is recommended in the following complaints: (798, 636, 945, 731)
article-paragraph: At the Chapin Salomonsky, at Berlin, there has been a duel between a crocodile and serpent. The crocodile chopped off the head of his antagonist with a bite, and swallowed it. He died the next day. The Russian Government has perpetrated a cowardly deed. Kryshaki, one of the leaders of the Polish insurrection of 14 years ago, who had been living at Paris, lately petitioned the Emperor of Russia to grant him a pardon, when he would return to his old home. He was allowed to pass the frontier unmolested, but he was seized, tried, and sentenced to banishment to Siberia for his actions in 1863. Kryshaki lost only for a few days, when he was recaptured, and shot at Warsaw. The Poles are much exasperated at the treachery displayed towards Kryshaki. (618, 460, 789, 548)
subheading: AUCKLAND COLLEGE. (502, 1046, 589, 1054)
dateline: WELLINGTON, this day. (501, 490, 590, 498)
list-item: MINERS' AND BUSHMEN'S TOOLS (954, 289, 1051, 297)
list-item: White and Red Clover (981, 427, 1032, 434)
subheading: NARROW ESCAPE FROM LYNCHING. (499, 66, 592, 81)
article-paragraph: There has been a tremendous fire at Singapore. We learn from Straits papers that on the 18th April there occurred at Singapore the greatest fire ever recorded in that place. It broke out at Tanjore Pagar Wharf, and before it was extinguished it destroyed an immense quantity of property. It began at 4 o'clock in the afternoon, and by 6 o'clock some 30,000 tons of coal were one mass of fire. The whole blazed up, and the fire which ensued was quite unparalleled. Our latest dates inform us that the fire was still burning, in spite of the energetic efforts of several fire companies to put it out. The fire originated on a ship at the wharf, but its cause has not been traced. The Dock Company will sustain a loss of probably £60,000. (618, 670, 789, 751)
subheading: CAPITATION FEES. (203, 226, 276, 234)
article-paragraph: Mr Fox gave notice of a motion for leave to bring in a bill to amend the licensing laws. (482, 967, 609, 982)
list-item: PAINTS AND OILS OF GOOD QUALITY (954, 273, 1063, 281)
ad-text: Sheeting, Cushions, Pillows, Swimming Belts, Crib Sheets, Nursing Aprons, Bathing Caps, Feet Warmers, Elastic Cotton Bandages, and Oiled Silk. (798, 142, 945, 165)
ad-subline: Single and Double-barrel, from best makers, specially selected. (965, 688, 1099, 703)
article-paragraph: Mr Stafford gave notice of a Bill providing for the closing of all cemeteries within the limits of towns. (482, 871, 609, 894)
ad-heading: IRONMONGERS, (999, 90, 1065, 99)
list-item: HORSE WORKS— English and American (954, 232, 1061, 240)
